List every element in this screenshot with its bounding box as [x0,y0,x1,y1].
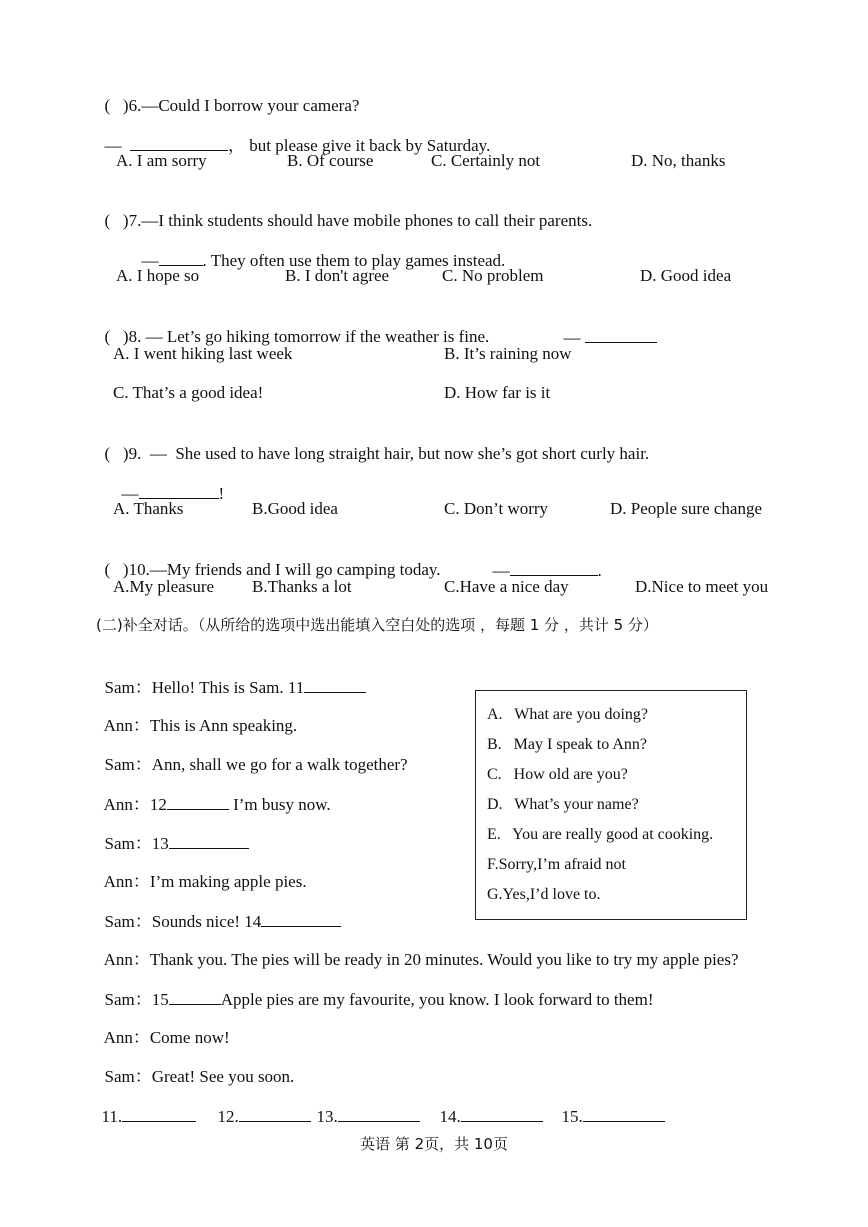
box-option: E. You are really good at cooking. [487,826,714,843]
option: B. I don't agree [285,266,390,285]
speaker: Ann： [103,1028,150,1047]
answer-blank[interactable] [169,832,249,849]
question-9-reply: — ! [121,484,225,503]
question-10 [96,537,441,581]
page-footer: 英语 第 2页，共 10页 [360,1135,508,1153]
question-10-reply: — . [492,561,602,580]
answer-blank[interactable] [583,1105,665,1122]
question-7 [96,188,592,232]
option: C. That’s a good idea! [113,383,264,402]
section-heading: (二)补全对话。（从所给的选项中选出能填入空白处的选项 ，每题 1 分 ，共计 5 分） [96,616,658,634]
answer-label: 12. [217,1107,239,1126]
box-option: F.Sorry,I’m afraid not [487,856,626,873]
option: D. Good idea [640,266,732,285]
speaker: Sam： [104,834,152,853]
answer-blank[interactable] [304,676,366,693]
question-8-reply: — [555,304,657,349]
question-6 [96,73,359,117]
speaker: Ann： [103,950,150,969]
dialogue-line: Sam：15 Apple pies are my favourite, you know. I look forward to them! [104,990,654,1009]
speaker: Ann： [103,872,150,891]
question-6-reply: — ， but please give it back by Saturday. [104,136,491,155]
answer-blank[interactable] [338,1105,420,1122]
option: C. No problem [442,266,544,285]
box-option: B. May I speak to Ann? [487,736,647,753]
answer-blank[interactable] [239,1105,311,1122]
question-7-reply: — . They often use them to play games instead. [141,251,506,270]
answer-row [93,1083,196,1128]
option: D. No, thanks [631,151,726,170]
box-option: C. How old are you? [487,766,628,783]
dialogue-line: Sam：Sounds nice! 14 [96,888,341,933]
dialogue-line: Ann：This is Ann speaking. [103,716,298,735]
option: B.Good idea [252,499,338,518]
answer-row [553,1083,665,1128]
options-box [475,690,747,920]
dialogue-line: Sam：Ann, shall we go for a walk together? [104,755,408,774]
answer-blank[interactable] [510,559,598,576]
answer-blank[interactable] [139,482,219,499]
option: A.My pleasure [113,577,215,596]
answer-row [308,1083,420,1128]
answer-row [431,1083,543,1128]
answer-blank[interactable] [167,793,229,810]
answer-paren: ( ) [104,327,129,346]
question-stem: 7.—I think students should have mobile phones to call their parents. [128,211,593,230]
speaker: Sam： [104,990,152,1009]
answer-blank[interactable] [130,134,228,151]
question-8 [96,304,489,348]
answer-blank[interactable] [169,988,221,1005]
answer-blank[interactable] [159,249,203,266]
question-stem: 10.—My friends and I will go camping today. [128,560,441,579]
answer-paren: ( ) [104,211,129,230]
dialogue-line: Ann：I’m making apple pies. [103,872,307,891]
answer-label: 11. [101,1107,123,1126]
answer-label: 13. [316,1107,338,1126]
dialogue-line: Sam：Great! See you soon. [104,1067,295,1086]
box-option: G.Yes,I’d love to. [487,886,601,903]
answer-paren: ( ) [104,444,129,463]
dialogue-line: Ann：12 I’m busy now. [103,795,331,814]
answer-blank[interactable] [461,1105,543,1122]
option: D.Nice to meet you [635,577,769,596]
option: A. I hope so [116,266,200,285]
answer-blank[interactable] [122,1105,196,1122]
question-stem: 8. — Let’s go hiking tomorrow if the weather is fine. [128,327,490,346]
box-option: D. What’s your name? [487,796,639,813]
question-stem: 6.—Could I borrow your camera? [128,96,360,115]
answer-blank[interactable] [261,910,341,927]
question-stem: 9. — She used to have long straight hair, but now she’s got short curly hair. [128,444,650,463]
answer-label: 15. [561,1107,583,1126]
speaker: Ann： [103,795,150,814]
option: D. People sure change [610,499,763,518]
dialogue-line: Sam：13 [96,810,249,855]
option: C. Don’t worry [444,499,549,518]
speaker: Ann： [103,716,150,735]
option: A. Thanks [113,499,184,518]
option: C.Have a nice day [444,577,569,596]
answer-row [209,1083,311,1128]
dialogue-line: Sam：Hello! This is Sam. 11 [96,654,366,699]
speaker: Sam： [104,912,152,931]
option: B.Thanks a lot [252,577,352,596]
option: D. How far is it [444,383,551,402]
answer-label: 14. [439,1107,461,1126]
speaker: Sam： [104,678,152,697]
option: A. I went hiking last week [113,344,293,363]
answer-paren: ( ) [104,96,129,115]
answer-blank[interactable] [585,326,657,343]
option: A. I am sorry [116,151,207,170]
dialogue-line: Ann：Come now! [103,1028,230,1047]
dialogue-line: Ann：Thank you. The pies will be ready in 20 minutes. Would you like to try my apple pies? [103,950,739,969]
box-option: A. What are you doing? [487,706,648,723]
speaker: Sam： [104,1067,152,1086]
speaker: Sam： [104,755,152,774]
option: C. Certainly not [431,151,541,170]
answer-paren: ( ) [104,560,129,579]
option: B. It’s raining now [444,344,572,363]
option: B. Of course [287,151,374,170]
question-9 [96,421,649,465]
